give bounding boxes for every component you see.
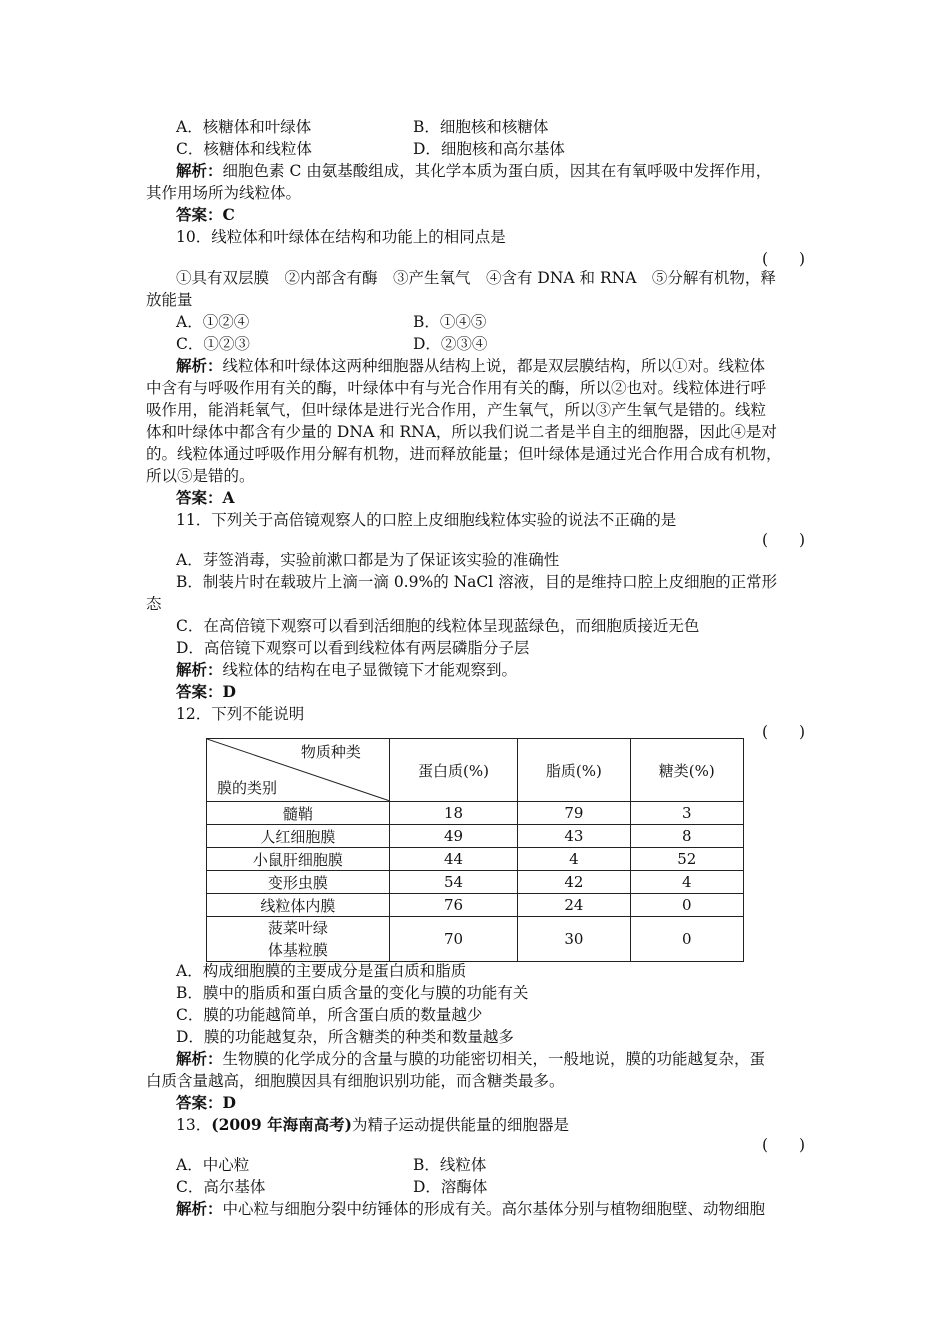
q11-option-b: B．制装片时在载玻片上滴一滴 0.9%的 NaCl 溶液，目的是维持口腔上皮细胞的正常形 <box>176 573 778 591</box>
analysis-text: 生物膜的化学成分的含量与膜的功能密切相关，一般地说，膜的功能越复杂，蛋 <box>222 1050 766 1068</box>
table-row <box>207 917 744 962</box>
q10-option-c: C．①②③ <box>176 335 250 353</box>
q10-answer: 答案：A <box>176 488 235 507</box>
q11-answer-blank: ( ) <box>762 531 806 549</box>
q12-stem: 12．下列不能说明 <box>176 705 305 723</box>
table-row <box>207 894 744 917</box>
q10-items: ①具有双层膜 ②内部含有酶 ③产生氧气 ④含有 DNA 和 RNA ⑤分解有机物，释 <box>176 269 776 287</box>
q10-option-a: A．①②④ <box>176 313 250 331</box>
q11-stem: 11．下列关于高倍镜观察人的口腔上皮细胞线粒体实验的说法不正确的是 <box>176 511 677 529</box>
table-row <box>207 802 744 825</box>
cell-protein: 76 <box>389 894 517 917</box>
cell-sugar: 4 <box>630 871 743 894</box>
row-name: 小鼠肝细胞膜 <box>207 848 390 871</box>
analysis-text: 线粒体的结构在电子显微镜下才能观察到。 <box>222 661 518 679</box>
q11-option-d: D．高倍镜下观察可以看到线粒体有两层磷脂分子层 <box>176 639 530 657</box>
q12-analysis <box>176 1049 765 1069</box>
q10-analysis-line6: 所以⑤是错的。 <box>146 467 255 485</box>
q12-option-c: C．膜的功能越简单，所含蛋白质的数量越少 <box>176 1006 483 1024</box>
cell-sugar: 3 <box>630 802 743 825</box>
q9-option-d: D．细胞核和高尔基体 <box>413 140 565 158</box>
q9-option-b: B．细胞核和核糖体 <box>413 118 549 136</box>
q10-analysis <box>176 356 765 376</box>
analysis-label: 解析： <box>176 161 223 180</box>
q13-text: 为精子运动提供能量的细胞器是 <box>351 1116 569 1134</box>
q10-analysis-line4: 体和叶绿体中都含有少量的 DNA 和 RNA，所以我们说二者是半自主的细胞器，因此④是对 <box>146 423 777 441</box>
cell-protein: 18 <box>389 802 517 825</box>
q11-answer: 答案：D <box>176 682 236 701</box>
row-name: 线粒体内膜 <box>207 894 390 917</box>
q10-answer-blank: ( ) <box>762 250 806 268</box>
q13-answer-blank: ( ) <box>762 1136 806 1154</box>
cell-protein: 54 <box>389 871 517 894</box>
header-membrane-type: 膜的类别 <box>217 779 278 797</box>
analysis-label: 解析： <box>176 1049 223 1068</box>
q10-analysis-line2: 中含有与呼吸作用有关的酶，叶绿体中有与光合作用有关的酶，所以②也对。线粒体进行呼 <box>146 379 767 397</box>
analysis-text: 细胞色素 C 由氨基酸组成，其化学本质为蛋白质，因其在有氧呼吸中发挥作用， <box>222 162 772 180</box>
q11-option-b-cont: 态 <box>146 595 162 613</box>
q12-answer-blank: ( ) <box>762 723 806 741</box>
row-name-line1: 菠菜叶绿 <box>267 919 328 937</box>
q10-items-cont: 放能量 <box>146 291 193 309</box>
cell-protein: 49 <box>389 825 517 848</box>
cell-sugar: 0 <box>630 894 743 917</box>
table-corner-cell <box>207 739 390 802</box>
analysis-label: 解析： <box>176 356 223 375</box>
q13-option-c: C．高尔基体 <box>176 1178 266 1196</box>
q12-option-d: D．膜的功能越复杂，所含糖类的种类和数量越多 <box>176 1028 514 1046</box>
q13-option-d: D．溶酶体 <box>413 1178 488 1196</box>
header-sugar: 糖类(%) <box>630 739 743 802</box>
q10-option-b: B．①④⑤ <box>413 313 487 331</box>
table-header-row <box>207 739 744 802</box>
q11-option-c: C．在高倍镜下观察可以看到活细胞的线粒体呈现蓝绿色，而细胞质接近无色 <box>176 617 700 635</box>
analysis-label: 解析： <box>176 1199 223 1218</box>
q10-analysis-line5: 的。线粒体通过呼吸作用分解有机物，进而释放能量；但叶绿体是通过光合作用合成有机物， <box>146 445 782 463</box>
q9-analysis-cont: 其作用场所为线粒体。 <box>146 184 302 202</box>
cell-lipid: 4 <box>518 848 630 871</box>
row-name: 髓鞘 <box>207 802 390 825</box>
analysis-label: 解析： <box>176 660 223 679</box>
header-lipid: 脂质(%) <box>518 739 630 802</box>
q9-answer: 答案：C <box>176 205 235 224</box>
cell-protein: 70 <box>389 917 517 962</box>
q10-stem: 10．线粒体和叶绿体在结构和功能上的相同点是 <box>176 228 506 246</box>
q9-option-a: A．核糖体和叶绿体 <box>176 118 312 136</box>
cell-lipid: 24 <box>518 894 630 917</box>
q10-analysis-line3: 吸作用，能消耗氧气，但叶绿体是进行光合作用，产生氧气，所以③产生氧气是错的。线粒 <box>146 401 767 419</box>
q13-number: 13． <box>176 1116 212 1134</box>
table-row <box>207 825 744 848</box>
cell-protein: 44 <box>389 848 517 871</box>
q12-option-b: B．膜中的脂质和蛋白质含量的变化与膜的功能有关 <box>176 984 529 1002</box>
row-name-line2: 体基粒膜 <box>267 941 328 959</box>
q9-analysis <box>176 161 771 181</box>
q13-stem <box>176 1115 569 1135</box>
table-row <box>207 871 744 894</box>
row-name: 变形虫膜 <box>207 871 390 894</box>
row-name <box>207 917 390 962</box>
cell-lipid: 43 <box>518 825 630 848</box>
row-name: 人红细胞膜 <box>207 825 390 848</box>
membrane-composition-table <box>206 738 744 962</box>
q13-option-a: A．中心粒 <box>176 1156 250 1174</box>
cell-lipid: 42 <box>518 871 630 894</box>
analysis-text: 线粒体和叶绿体这两种细胞器从结构上说，都是双层膜结构，所以①对。线粒体 <box>222 357 766 375</box>
q10-option-d: D．②③④ <box>413 335 488 353</box>
q13-analysis <box>176 1199 765 1219</box>
table-row <box>207 848 744 871</box>
q12-analysis-cont: 白质含量越高，细胞膜因具有细胞识别功能，而含糖类最多。 <box>146 1072 565 1090</box>
header-substance-type: 物质种类 <box>300 743 361 761</box>
q13-source: (2009 年海南高考) <box>211 1115 352 1134</box>
q12-answer: 答案：D <box>176 1093 236 1112</box>
cell-sugar: 52 <box>630 848 743 871</box>
analysis-text: 中心粒与细胞分裂中纺锤体的形成有关。高尔基体分别与植物细胞壁、动物细胞 <box>222 1200 766 1218</box>
q13-option-b: B．线粒体 <box>413 1156 487 1174</box>
cell-lipid: 30 <box>518 917 630 962</box>
q9-option-c: C．核糖体和线粒体 <box>176 140 312 158</box>
cell-sugar: 8 <box>630 825 743 848</box>
q12-option-a: A．构成细胞膜的主要成分是蛋白质和脂质 <box>176 962 467 980</box>
header-protein: 蛋白质(%) <box>389 739 517 802</box>
q11-analysis <box>176 660 517 680</box>
cell-lipid: 79 <box>518 802 630 825</box>
q11-option-a: A．芽签消毒，实验前漱口都是为了保证该实验的准确性 <box>176 551 560 569</box>
cell-sugar: 0 <box>630 917 743 962</box>
